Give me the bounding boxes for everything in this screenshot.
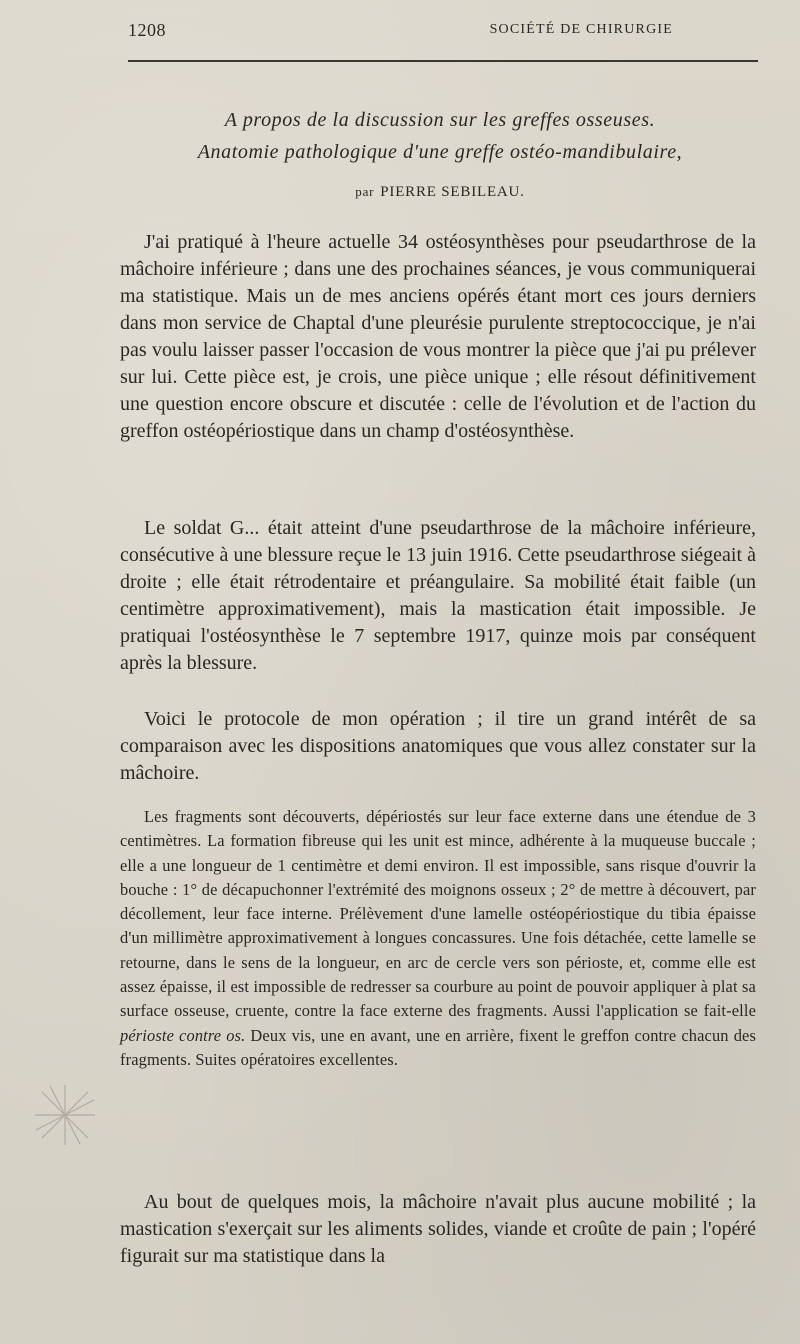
paragraph-2 [120,515,756,677]
bleed-through-mark [30,1080,100,1150]
running-head: SOCIÉTÉ DE CHIRURGIE [489,22,673,37]
paragraph-text: J'ai pratiqué à l'heure actuelle 34 ostéosynthèses pour pseudarthrose de la mâchoire inférieure ; dans une des prochaines séances, je vous communiquerai ma statistique. Mais un de mes anciens opérés étant mort ces jours derniers dans mon service de Chaptal d'une pleurésie purulente streptococcique, je n'ai pas voulu laisser passer l'occasion de vous montrer la pièce que j'ai pu prélever sur lui. Cette pièce est, je crois, une pièce unique ; elle résout définitivement une question encore obscure et discutée : celle de l'évolution et de l'action du greffon ostéopériostique dans un champ d'ostéosynthèse. [120,231,756,442]
page-number: 1208 [128,20,166,40]
operation-protocol [120,805,756,1072]
protocol-text [120,805,756,1072]
byline-prefix: par [355,184,375,199]
title-line-2: Anatomie pathologique d'une greffe ostéo-mandibulaire, [197,141,683,163]
paragraph-text: Au bout de quelques mois, la mâchoire n'avait plus aucune mobilité ; la mastication s'exerçait sur les aliments solides, viande et croûte de pain ; l'opéré figurait sur ma statistique dans la [120,1191,756,1267]
protocol-text-part-2: Deux vis, une en avant, une en arrière, fixent le greffon contre chacun des fragments. Suites opératoires excellentes. [120,1025,756,1069]
title-line-1: A propos de la discussion sur les greffes osseuses. [224,109,656,131]
byline [120,184,760,201]
paragraph-text: Le soldat G... était atteint d'une pseudarthrose de la mâchoire inférieure, consécutive à une blessure reçue le 13 juin 1916. Cette pseudarthrose siégeait à droite ; elle était rétrodentaire et préangulaire. Sa mobilité était faible (un centimètre approximativement), mais la mastication était impossible. Je pratiquai l'ostéosynthèse le 7 septembre 1917, quinze mois par conséquent après la blessure. [120,517,756,674]
author-name: PIERRE SEBILEAU. [380,184,525,200]
paragraph-5 [120,1189,756,1270]
paragraph-3 [120,706,756,787]
page-header [128,20,758,44]
paragraph-1 [120,229,756,445]
paragraph-text: Voici le protocole de mon opération ; il tire un grand intérêt de sa comparaison avec les dispositions anatomiques que vous allez constater sur la mâchoire. [120,708,756,784]
protocol-text-italic: périoste contre os. [120,1025,246,1045]
header-rule [128,60,758,62]
article-title [120,104,760,168]
protocol-text-part-1: Les fragments sont découverts, dépériostés sur leur face externe dans une étendue de 3 centimètres. La formation fibreuse qui les unit est mince, adhérente à la muqueuse buccale ; elle a une longueur de 1 centimètre et demi environ. Il est impossible, sans risque d'ouvrir la bouche : 1° de décapuchonner l'extrémité des moignons osseux ; 2° de mettre à découvert, par décollement, leur face interne. Prélèvement d'une lamelle ostéopériostique du tibia épaisse d'un millimètre approximativement à longues concassures. Une fois détachée, cette lamelle se retourne, dans le sens de la longueur, en arc de cercle vers son périoste, et, comme elle est assez épaisse, il est impossible de redresser sa courbure au point de pouvoir appliquer à plat sa surface osseuse, cruente, contre la face externe des fragments. Aussi l'application se fait-elle [120,807,756,1021]
